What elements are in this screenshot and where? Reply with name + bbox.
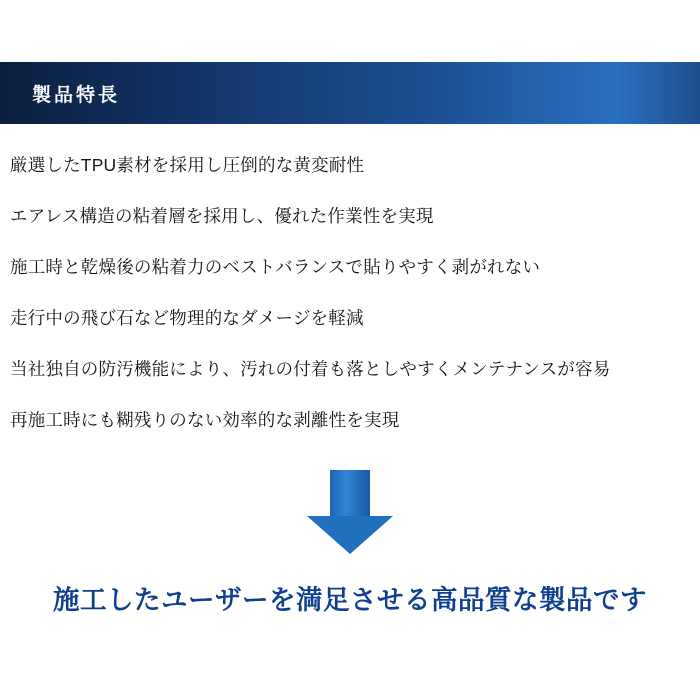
- feature-text: 再施工時にも糊残りのない効率的な剥離性を実現: [10, 410, 400, 431]
- list-item: [0, 395, 700, 446]
- list-item: [0, 140, 700, 191]
- list-item: [0, 344, 700, 395]
- feature-text: エアレス構造の粘着層を採用し、優れた作業性を実現: [10, 206, 434, 227]
- list-item: [0, 191, 700, 242]
- feature-text: 厳選したTPU素材を採用し圧倒的な黄変耐性: [10, 155, 365, 176]
- feature-text: 施工時と乾燥後の粘着力のベストバランスで貼りやすく剥がれない: [10, 257, 541, 278]
- conclusion-text: 施工したユーザーを満足させる高品質な製品です: [53, 585, 647, 615]
- arrow-container: [0, 470, 700, 554]
- feature-text: 走行中の飛び石など物理的なダメージを軽減: [10, 308, 364, 329]
- feature-list: [0, 140, 700, 446]
- list-item: [0, 242, 700, 293]
- arrow-head: [307, 516, 393, 554]
- list-item: [0, 293, 700, 344]
- page-title: 製品特長: [32, 84, 121, 106]
- arrow-shaft: [330, 470, 370, 516]
- feature-text: 当社独自の防汚機能により、汚れの付着も落としやすくメンテナンスが容易: [10, 359, 611, 380]
- conclusion-banner: [0, 578, 700, 617]
- section-header-bar: [0, 62, 700, 124]
- down-arrow-icon: [307, 470, 393, 554]
